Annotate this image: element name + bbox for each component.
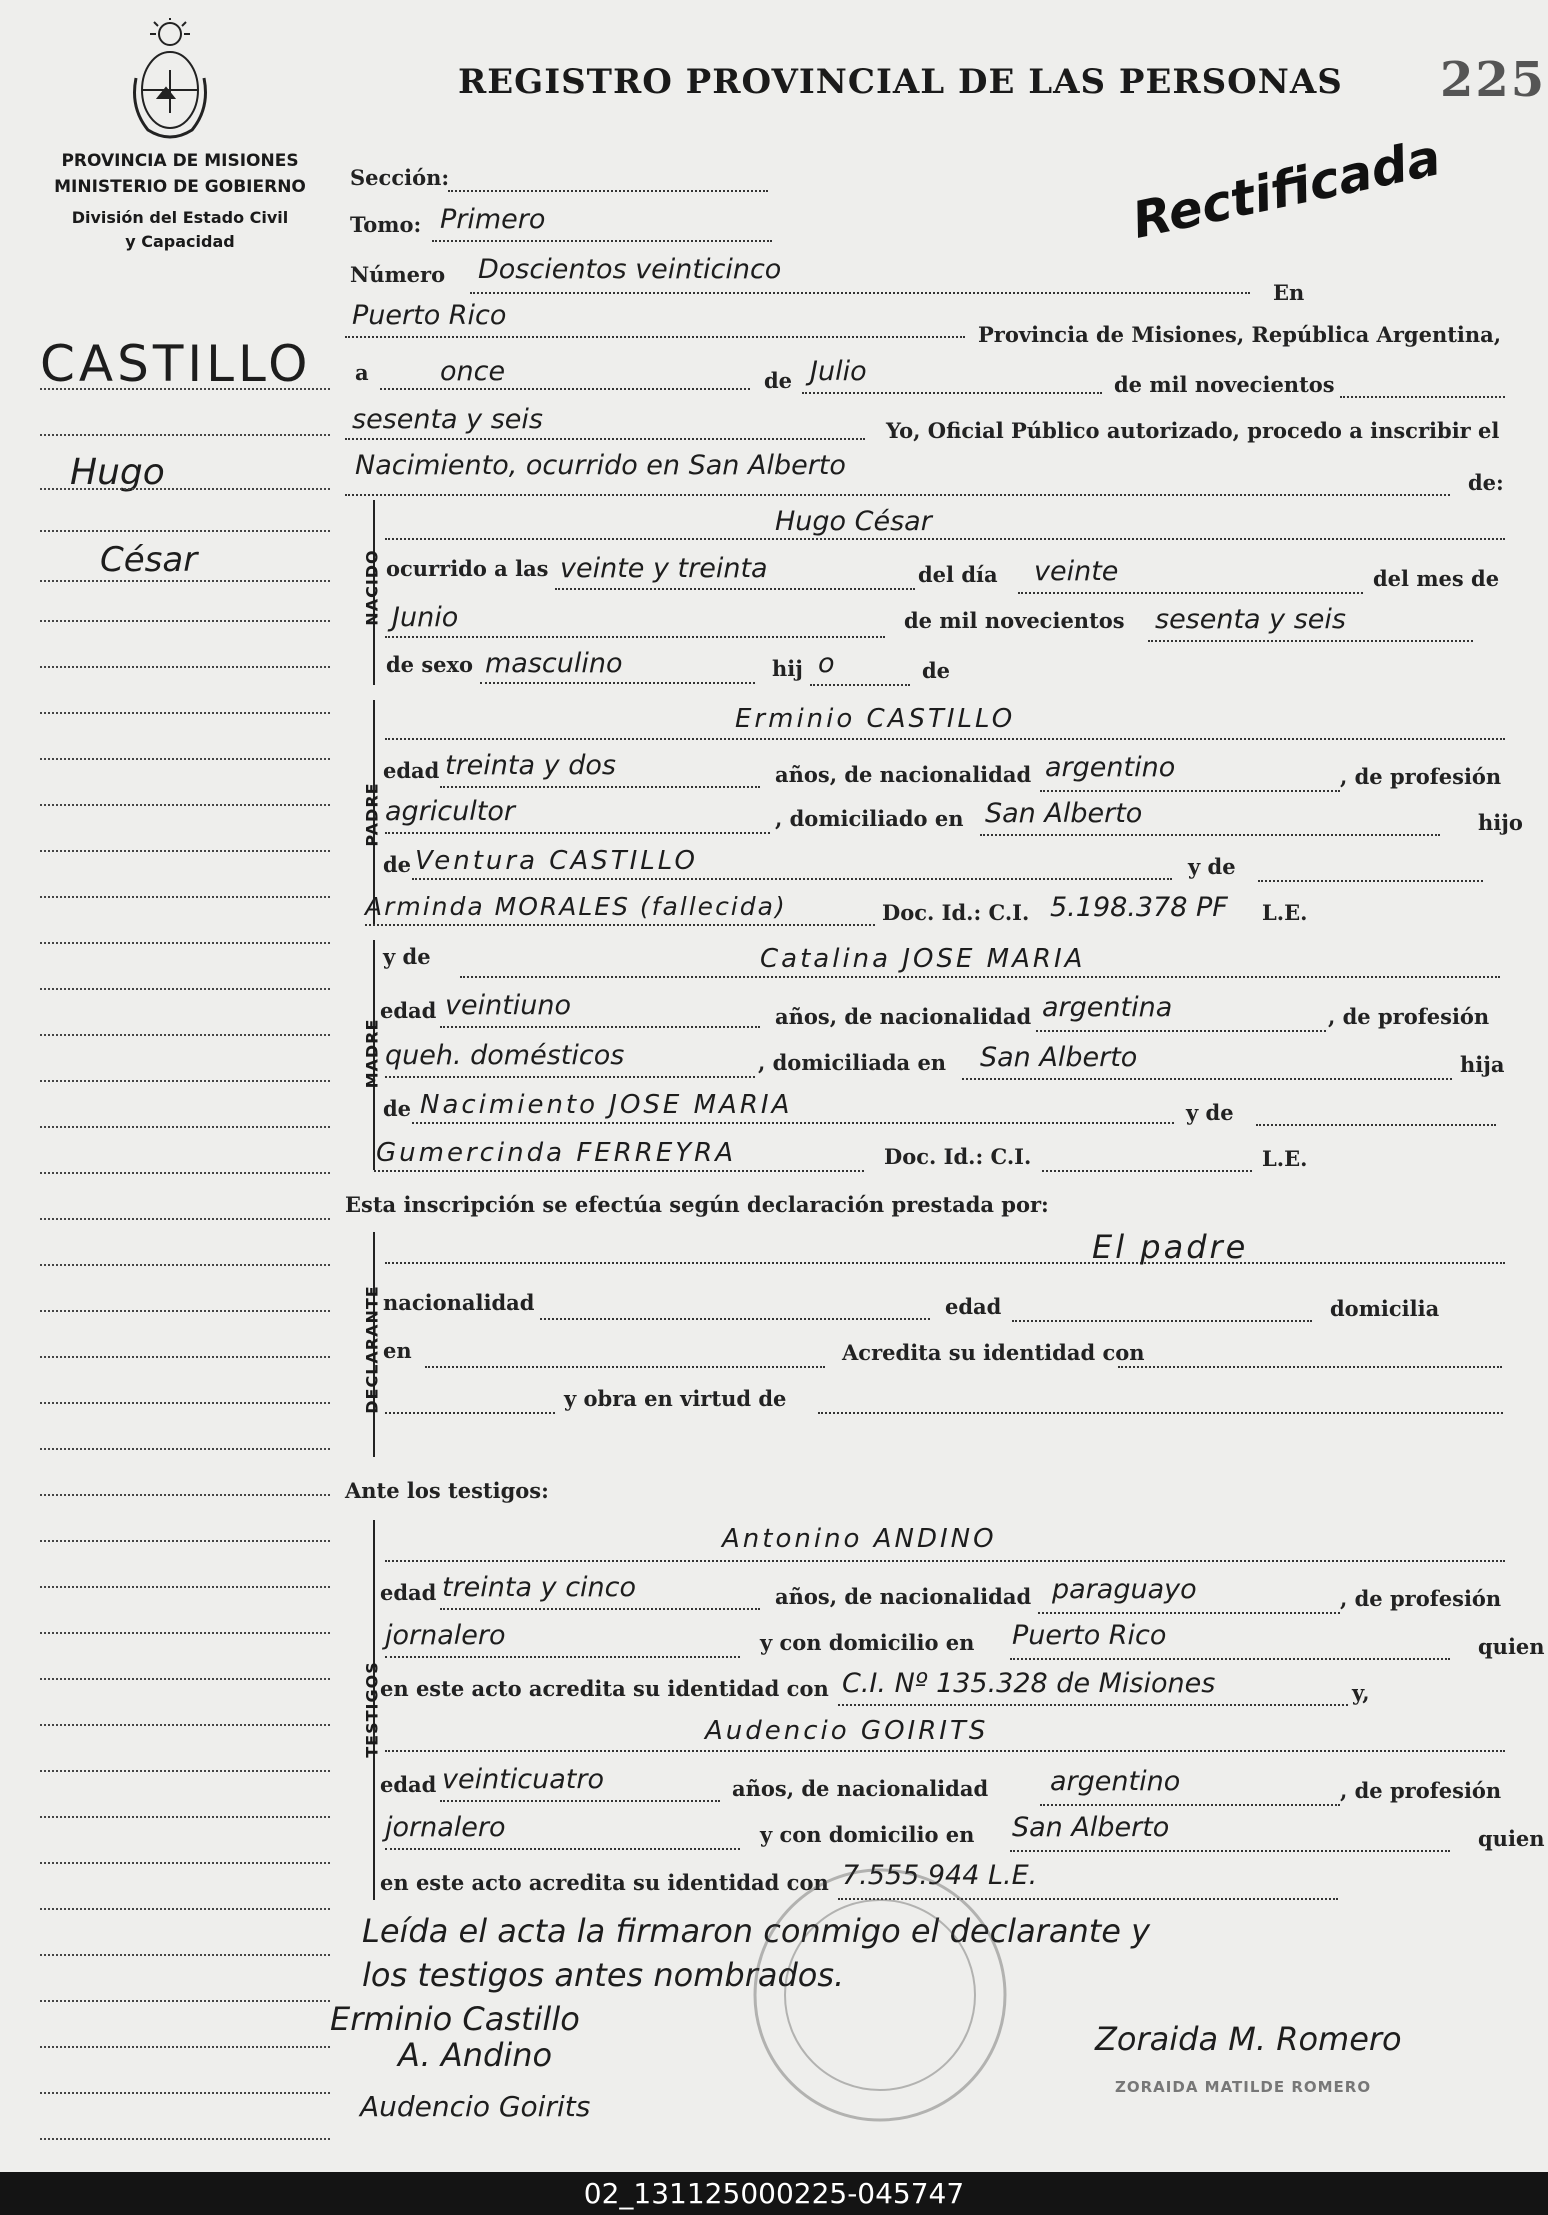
official-print-name: ZORAIDA MATILDE ROMERO [1115,2078,1372,2096]
official-signature: Zoraida M. Romero [1095,2020,1402,2058]
label-provincia: Provincia de Misiones, República Argentina, [978,322,1502,347]
office-line-1: PROVINCIA DE MISIONES [61,151,299,171]
label-quien-t1: quien [1478,1634,1545,1659]
label-obra: y obra en virtud de [564,1386,787,1411]
madre-edad: veintiuno [445,990,572,1021]
office-line-2: MINISTERIO DE GOBIERNO [54,177,306,197]
label-y-comma: y, [1352,1680,1370,1705]
signature-2: A. Andino [398,2036,553,2074]
section-label-madre: MADRE [362,1018,382,1089]
entry-anio: sesenta y seis [352,404,543,435]
coat-of-arms-icon [128,18,212,146]
label-del-mes: del mes de [1373,566,1500,591]
label-anos-madre: años, de nacionalidad [775,1004,1032,1029]
label-domiciliado: , domiciliado en [775,806,964,831]
label-anos-t1: años, de nacionalidad [775,1584,1032,1609]
testigo-1-nombre: Antonino ANDINO [722,1524,997,1554]
label-de-mil-2: de mil novecientos [904,608,1125,633]
testigo-1-profesion: jornalero [385,1620,506,1651]
entry-hij-suffix: o [818,648,835,679]
footer-filename: 02_131125000225-045747 [583,2177,965,2210]
madre-madre: Gumercinda FERREYRA [376,1138,737,1168]
label-acto-t2: en este acto acredita su identidad con [380,1870,829,1895]
closing-line-2: los testigos antes nombrados. [362,1956,845,1994]
label-del-dia: del día [918,562,998,587]
official-seal-icon [745,1835,1015,2135]
rectificada-stamp: Rectificada [1127,128,1446,250]
label-profesion-madre: , de profesión [1328,1004,1490,1029]
label-ocurrido: ocurrido a las [386,556,549,581]
office-line-4: y Capacidad [125,232,235,251]
label-profesion-t2: , de profesión [1340,1778,1502,1803]
label-de-sexo: de sexo [386,652,474,677]
entry-dia: once [440,356,506,387]
label-hija: hija [1460,1052,1505,1077]
label-hijo: hijo [1478,810,1523,835]
label-y-de-madre: y de [383,944,431,969]
label-le-padre: L.E. [1262,900,1308,925]
label-a: a [355,360,369,385]
testigo-2-domicilio: San Alberto [1012,1812,1170,1843]
entry-inscripto: Hugo César [775,506,932,537]
testigo-1-edad: treinta y cinco [442,1572,637,1603]
declarante-nombre: El padre [1092,1228,1249,1266]
section-label-nacido: NACIDO [362,549,382,626]
margin-surname: CASTILLO [40,335,312,393]
signature-1: Erminio Castillo [330,2000,580,2038]
testigo-1-nacionalidad: paraguayo [1052,1574,1197,1605]
label-le-madre: L.E. [1262,1146,1308,1171]
label-edad-t1: edad [380,1580,437,1605]
padre-domicilio: San Alberto [985,798,1143,829]
madre-nacionalidad: argentina [1042,992,1173,1023]
closing-line-1: Leída el acta la firmaron conmigo el declarante y [362,1912,1151,1950]
label-yo: Yo, Oficial Público autorizado, procedo a inscribir el [886,418,1500,443]
padre-madre: Arminda MORALES (fallecida) [365,892,787,921]
testigo-2-edad: veinticuatro [442,1764,604,1795]
label-anos-t2: años, de nacionalidad [732,1776,989,1801]
label-doc-padre: Doc. Id.: C.I. [882,900,1030,925]
signature-3: Audencio Goirits [360,2090,591,2123]
testigo-1-doc: C.I. Nº 135.328 de Misiones [842,1668,1216,1699]
label-numero: Número [350,262,446,287]
label-tomo: Tomo: [350,212,422,237]
entry-lugar: Puerto Rico [352,300,507,331]
label-de-madre-padre: de [383,1096,412,1121]
footer-bar [0,2172,1548,2215]
entry-mes-nac: Junio [392,602,459,633]
label-quien-t2: quien [1478,1826,1545,1851]
document-title: REGISTRO PROVINCIAL DE LAS PERSONAS [458,62,1343,102]
label-de-colon: de: [1468,470,1504,495]
entry-dia-nac: veinte [1034,556,1119,587]
madre-nombre: Catalina JOSE MARIA [760,944,1086,974]
label-edad-padre: edad [383,758,440,783]
section-label-declarante: DECLARANTE [362,1285,382,1414]
label-declaracion: Esta inscripción se efectúa según declaración prestada por: [345,1192,1049,1217]
label-acredita: Acredita su identidad con [842,1340,1145,1365]
testigo-2-profesion: jornalero [385,1812,506,1843]
entry-anio-nac: sesenta y seis [1155,604,1346,635]
padre-nombre: Erminio CASTILLO [735,704,1016,734]
madre-profesion: queh. domésticos [385,1040,625,1071]
label-de-2: de [922,658,951,683]
label-edad-madre: edad [380,998,437,1023]
label-doc-madre: Doc. Id.: C.I. [884,1144,1032,1169]
label-edad-declarante: edad [945,1294,1002,1319]
label-de-mil: de mil novecientos [1114,372,1335,397]
testigo-2-nacionalidad: argentino [1050,1766,1181,1797]
entry-mes: Julio [810,356,867,387]
label-domiciliada: , domiciliada en [758,1050,947,1075]
padre-doc: 5.198.378 PF [1050,892,1228,923]
madre-padre: Nacimiento JOSE MARIA [420,1090,793,1120]
label-edad-t2: edad [380,1772,437,1797]
label-profesion-t1: , de profesión [1340,1586,1502,1611]
label-de-padre-padre: de [383,852,412,877]
section-label-testigos: TESTIGOS [362,1661,382,1758]
testigo-2-nombre: Audencio GOIRITS [705,1716,989,1746]
testigo-1-domicilio: Puerto Rico [1012,1620,1167,1651]
label-en: En [1273,280,1305,305]
label-domicilio-t2: y con domicilio en [760,1822,975,1847]
label-en-declarante: en [383,1338,412,1363]
label-y-de-madre-2: y de [1186,1100,1234,1125]
entry-numero: Doscientos veinticinco [478,254,782,285]
margin-name-2: César [100,540,198,580]
label-de: de [764,368,793,393]
testigo-2-doc: 7.555.944 L.E. [842,1860,1038,1891]
label-ante: Ante los testigos: [345,1478,549,1503]
padre-padre: Ventura CASTILLO [415,846,698,876]
page-number: 225 [1440,52,1547,108]
section-label-padre: PADRE [362,782,382,847]
padre-edad: treinta y dos [445,750,616,781]
entry-tomo: Primero [440,204,546,235]
padre-nacionalidad: argentino [1045,752,1176,783]
entry-hora: veinte y treinta [560,553,768,584]
label-anos-padre: años, de nacionalidad [775,762,1032,787]
label-y-de-padre: y de [1188,854,1236,879]
office-line-3: División del Estado Civil [71,208,289,227]
label-domicilia: domicilia [1330,1296,1440,1321]
label-domicilio-t1: y con domicilio en [760,1630,975,1655]
label-nacionalidad-declarante: nacionalidad [383,1290,535,1315]
label-profesion-padre: , de profesión [1340,764,1502,789]
entry-hecho: Nacimiento, ocurrido en San Alberto [355,450,846,481]
padre-profesion: agricultor [385,796,515,827]
label-seccion: Sección: [350,165,450,190]
entry-sexo: masculino [485,648,623,679]
label-acto-t1: en este acto acredita su identidad con [380,1676,829,1701]
margin-name-1: Hugo [70,452,165,493]
madre-domicilio: San Alberto [980,1042,1138,1073]
label-hij: hij [772,656,803,681]
